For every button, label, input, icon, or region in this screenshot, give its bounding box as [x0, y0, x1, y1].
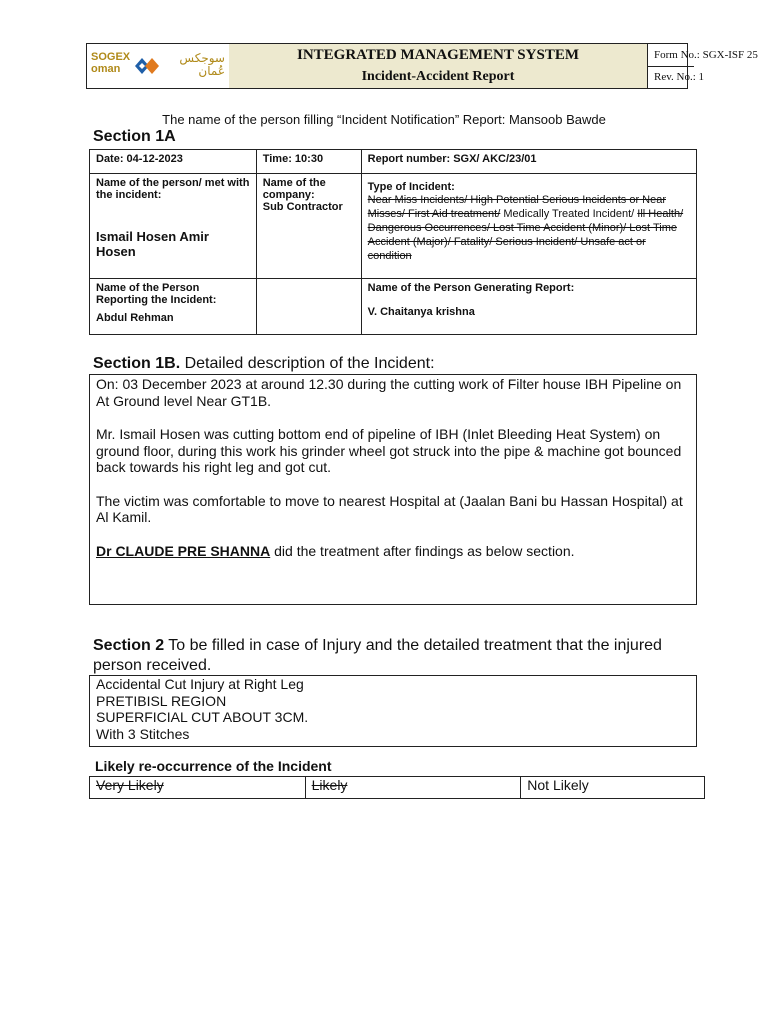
table-row	[90, 279, 697, 335]
section-2-title: Section 2 To be filled in case of Injury and the detailed treatment that the injured person received.	[93, 637, 662, 674]
incident-date: Date: 04-12-2023	[90, 150, 257, 174]
report-title: Incident-Accident Report	[229, 66, 648, 88]
system-title: INTEGRATED MANAGEMENT SYSTEM	[229, 44, 648, 67]
logo-arabic: سوجكس عُمان	[179, 51, 225, 78]
incident-type-selected: Medically Treated Incident/	[500, 208, 638, 220]
description-para-2: Mr. Ismail Hosen was cutting bottom end of pipeline of IBH (Inlet Bleeding Heat System) on ground floor, during this work his grinder wheel got struck into the pipe & machine got bounced back towards his right leg and got cut.	[96, 426, 682, 475]
company-label: Name of the company:	[262, 177, 326, 201]
table-row	[90, 150, 697, 174]
injured-person-cell	[90, 174, 257, 279]
incident-type-struck-1: Near Miss Incidents/ High Potential Serious Incidents or Near Misses/ First Aid treatment/	[367, 194, 666, 220]
incident-time: Time: 10:30	[256, 150, 361, 174]
revision-number: Rev. No.: 1	[654, 71, 705, 83]
treatment-line: Accidental Cut Injury at Right Leg	[96, 676, 304, 692]
section-1a-title: Section 1A	[93, 128, 176, 145]
reporter-label: Name of the Person Reporting the Incident:	[96, 282, 217, 306]
description-para-1: On: 03 December 2023 at around 12.30 during the cutting work of Filter house IBH Pipeline on At Ground level Near GT1B.	[96, 376, 682, 409]
treatment-line: PRETIBISL REGION	[96, 692, 227, 709]
treatment-line: SUPERFICIAL CUT ABOUT 3CM.	[96, 709, 309, 725]
section-1a-table	[89, 149, 697, 335]
company-cell	[256, 174, 361, 279]
injury-treatment-box	[89, 675, 697, 747]
treatment-line: With 3 Stitches	[96, 725, 190, 742]
incident-type-cell	[361, 174, 696, 279]
report-number: Report number: SGX/ AKC/23/01	[361, 150, 696, 174]
table-row	[90, 777, 705, 799]
company-value: Sub Contractor	[262, 201, 343, 213]
recurrence-title: Likely re-occurrence of the Incident	[95, 758, 332, 774]
generator-label: Name of the Person Generating Report:	[367, 282, 575, 294]
injured-person-name: Ismail Hosen Amir Hosen	[96, 229, 209, 259]
logo-mark-icon	[133, 54, 161, 78]
empty-cell	[256, 279, 361, 335]
logo-english: SOGEX oman	[91, 51, 131, 75]
notification-filler: The name of the person filling “Incident Notification” Report: Mansoob Bawde	[162, 112, 606, 127]
company-logo	[87, 44, 230, 88]
reporter-name: Abdul Rehman	[96, 312, 174, 324]
section-1b-title: Section 1B. Detailed description of the Incident:	[93, 355, 435, 372]
recurrence-very-likely: Very Likely	[90, 777, 306, 799]
form-number: Form No.: SGX-ISF 25	[647, 44, 694, 67]
description-para-4: Dr CLAUDE PRE SHANNA did the treatment after findings as below section.	[96, 542, 575, 559]
reporter-cell	[90, 279, 257, 335]
generator-name: V. Chaitanya krishna	[367, 306, 475, 318]
description-para-3: The victim was comfortable to move to nearest Hospital at (Jaalan Bani bu Hassan Hospital) at Al Kamil.	[96, 492, 683, 525]
recurrence-table	[89, 776, 705, 799]
doctor-name: Dr CLAUDE PRE SHANNA	[96, 542, 271, 559]
recurrence-not-likely: Not Likely	[521, 777, 705, 799]
injured-person-label: Name of the person/ met with the incident:	[96, 177, 250, 201]
table-row	[90, 174, 697, 279]
form-header	[86, 43, 758, 89]
incident-description-box	[89, 374, 697, 605]
incident-type-label: Type of Incident:	[367, 181, 455, 193]
generator-cell	[361, 279, 696, 335]
incident-type-struck-2: Ill Health/ Dangerous Occurrences/ Lost Time Accident (Minor)/ Lost Time Accident (Major)/ Fatality/ Serious Incident/ Unsafe act or condition	[367, 208, 684, 262]
incident-type-options	[368, 193, 690, 263]
recurrence-likely: Likely	[305, 777, 521, 799]
